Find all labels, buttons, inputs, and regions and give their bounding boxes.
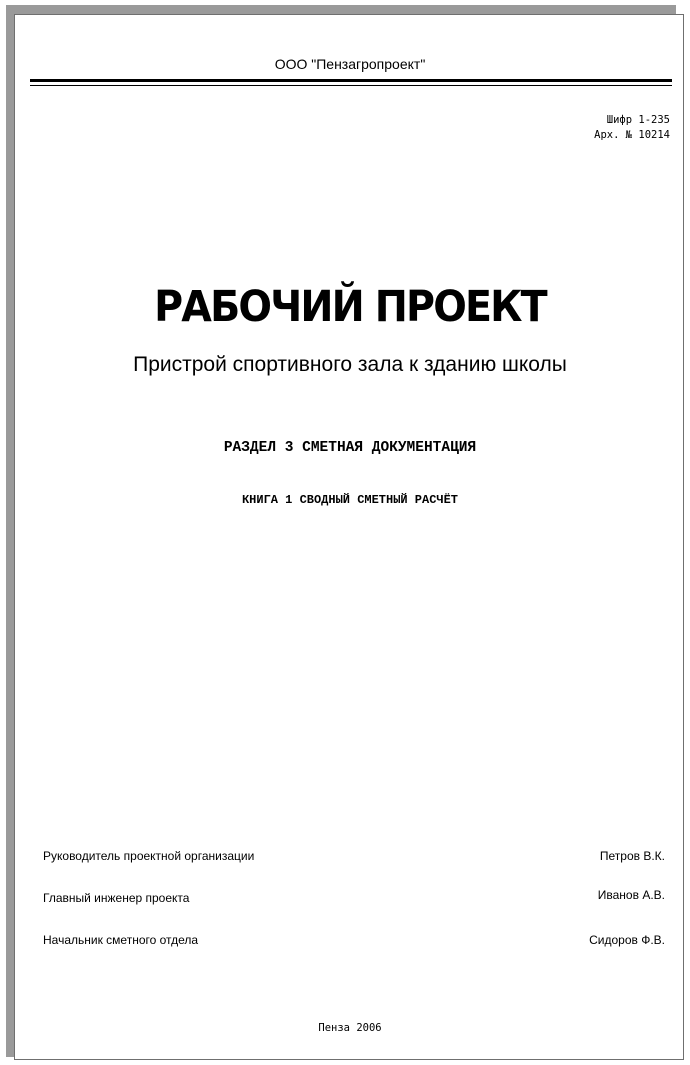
- document-codes: [594, 113, 670, 143]
- signature-row: [43, 849, 665, 865]
- header-rule-thick: [30, 79, 672, 82]
- cipher-code: Шифр 1-235: [606, 114, 670, 126]
- signature-name: Сидоров Ф.В.: [589, 933, 665, 947]
- organization-name: ООО "Пензагропроект": [274, 56, 426, 72]
- footer-place-year: Пенза 2006: [318, 1022, 382, 1034]
- header-rule-thin: [30, 85, 672, 86]
- signature-name: Петров В.К.: [599, 849, 665, 863]
- main-title: РАБОЧИЙ ПРОЕКТ: [154, 282, 546, 332]
- signature-role: Начальник сметного отдела: [43, 933, 199, 947]
- signature-name: Иванов А.В.: [597, 888, 665, 902]
- signature-row: [43, 933, 665, 949]
- project-subtitle: Пристрой спортивного зала к зданию школы: [133, 353, 567, 376]
- signature-row: [43, 888, 665, 907]
- section-heading: РАЗДЕЛ 3 СМЕТНАЯ ДОКУМЕНТАЦИЯ: [223, 440, 477, 456]
- signature-role: Руководитель проектной организации: [43, 849, 255, 863]
- archive-number: Арх. № 10214: [594, 129, 670, 141]
- signature-role: Главный инженер проекта: [43, 891, 190, 905]
- document-page: [14, 14, 684, 1060]
- book-heading: КНИГА 1 СВОДНЫЙ СМЕТНЫЙ РАСЧЁТ: [241, 493, 459, 507]
